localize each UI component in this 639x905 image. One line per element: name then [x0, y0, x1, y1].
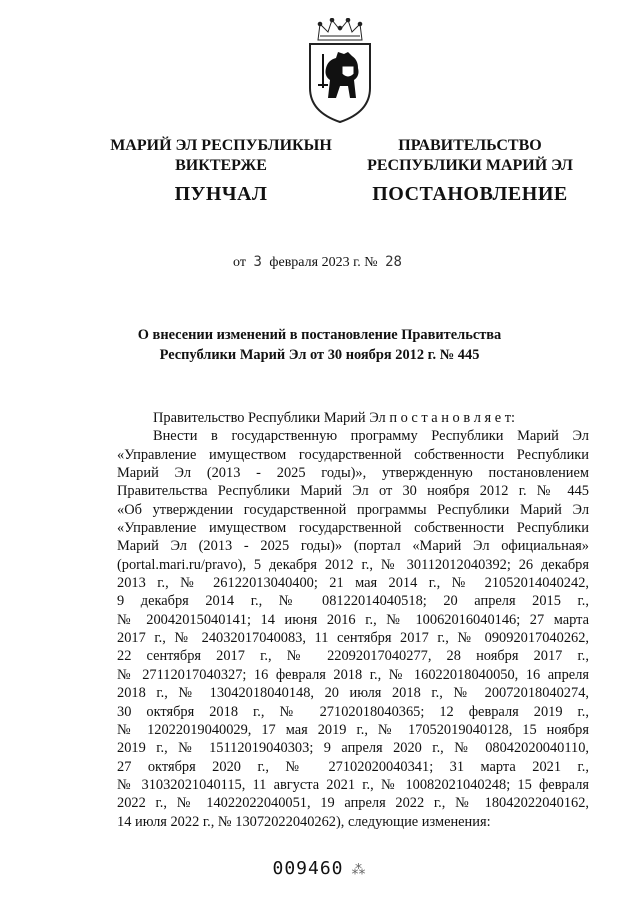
body-line: Правительство Республики Марий Эл п о с т а н о в л я е т:: [153, 410, 516, 426]
footer-serial: [0, 858, 639, 879]
header-left-doc-type: ПУНЧАЛ: [174, 183, 268, 205]
date-prefix: от: [233, 255, 246, 270]
body-line: 9 декабря 2014 г., № 08122014040518; 20 апреля 2015 г.,: [117, 593, 589, 610]
body-line: 2017 г., № 24032017040083, 11 сентября 2017 г., № 09092017040262,: [117, 630, 589, 647]
header-left-line2: ВИКТЕРЖЕ: [175, 157, 267, 174]
title-line2: Республики Марий Эл от 30 ноября 2012 г. № 445: [159, 347, 480, 363]
body-line: 2013 г., № 26122013040400; 21 мая 2014 г., № 21052014040242,: [117, 575, 589, 592]
title-line1: О внесении изменений в постановление Правительства: [137, 327, 502, 343]
body-line: 22 сентября 2017 г., № 22092017040277, 28 ноября 2017 г.,: [117, 648, 589, 665]
document-date-line: [0, 254, 639, 271]
body-line: № 20042015040141; 14 июня 2016 г., № 10062016040146; 27 марта: [117, 611, 589, 628]
body-line: Внести в государственную программу Республики Марий Эл: [153, 428, 589, 445]
body-line: 27 октября 2020 г., № 27102020040341; 31 марта 2021 г.,: [117, 758, 589, 775]
date-month-year: февраля 2023 г. №: [269, 255, 378, 270]
body-line: № 12022019040029, 17 мая 2019 г., № 17052019040128, 15 ноября: [117, 721, 589, 738]
body-line: Правительства Республики Марий Эл от 30 ноября 2012 г. № 445: [117, 483, 589, 500]
header-right-line1: ПРАВИТЕЛЬСТВО: [398, 137, 542, 154]
body-line: 2022 г., № 14022022040051, 19 апреля 2022 г., № 18042022040162,: [117, 795, 589, 812]
body-line: № 31032021040115, 11 августа 2021 г., № 10082021040248; 15 февраля: [117, 776, 589, 793]
body-line: Марий Эл (2013 - 2025 годы)» (портал «Марий Эл официальная»: [117, 538, 589, 555]
body-line: «Управление имуществом государственной собственности Республики: [117, 520, 589, 537]
body-line: 30 октября 2018 г., № 27102018040365; 12 февраля 2019 г.,: [117, 703, 589, 720]
body-line: «Управление имуществом государственной собственности Республики: [117, 446, 589, 463]
serial-mark: ⁂: [351, 862, 367, 878]
body-line: № 27112017040327; 16 февраля 2018 г., № 16022018040050, 16 апреля: [117, 666, 589, 683]
body-line: 14 июля 2022 г., № 13072022040262), следующие изменения:: [117, 813, 491, 830]
document-title: [0, 325, 639, 365]
body-line: Марий Эл (2013 - 2025 годы)», утвержденную постановлением: [117, 465, 589, 482]
body-line: (portal.mari.ru/pravo), 5 декабря 2012 г., № 30112012040392; 26 декабря: [117, 556, 589, 573]
body-line: 2019 г., № 15112019040303; 9 апреля 2020 г., № 08042020040110,: [117, 740, 589, 757]
header-right-doc-type: ПОСТАНОВЛЕНИЕ: [372, 183, 568, 205]
coat-of-arms-bear-icon: [298, 18, 382, 124]
date-day: 3: [253, 254, 262, 270]
body-line: 2018 г., № 13042018040148, 20 июля 2018 г., № 20072018040274,: [117, 685, 589, 702]
header-right-block: [360, 136, 580, 206]
body-line: «Об утверждении государственной программы Республики Марий Эл: [117, 501, 589, 518]
header-left-block: [105, 136, 337, 206]
header-left-line1: МАРИЙ ЭЛ РЕСПУБЛИКЫН: [110, 137, 332, 154]
document-number: 28: [385, 254, 402, 270]
document-body: [117, 409, 589, 831]
header-right-line2: РЕСПУБЛИКИ МАРИЙ ЭЛ: [367, 157, 573, 174]
serial-number: 009460: [272, 858, 344, 879]
